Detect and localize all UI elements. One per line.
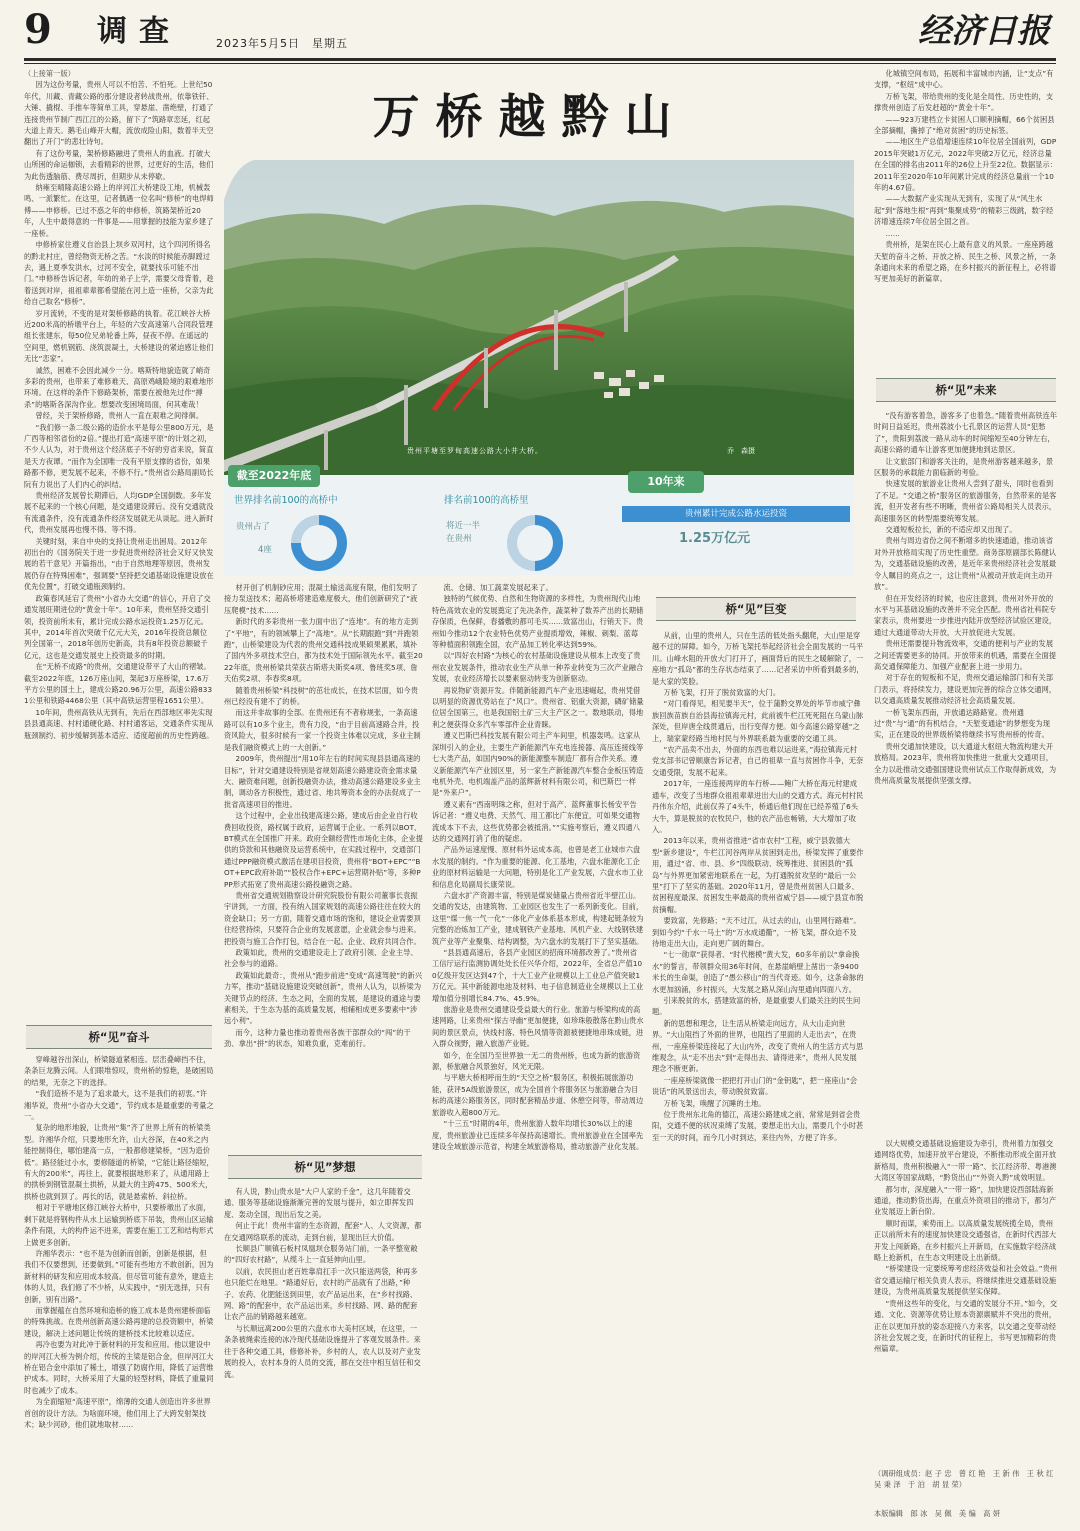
paragraph: 让文旅部门和游客关注的，是贵州游客越来越多，景区服务的承载能力面临新的考验。 xyxy=(874,456,1054,478)
column-5-middle xyxy=(874,410,1058,1138)
column-2-top xyxy=(224,582,424,1110)
paragraph: 但在开发经济的时候，也应注意到，贵州对外开放的水平与其基础设施的改善并不完全匹配。贵州省社科院专家表示，贵州要进一步推进内陆开放型经济试验区建设，通过大通道带动大开放，大开放促进大发展。 xyxy=(874,593,1057,637)
paragraph: 万桥飞架，唤醒了沉睡的土地。 xyxy=(663,1098,766,1108)
paragraph: 新时代的多彩贵州一张力面中出了“连地”。有的地方走到了“平地”，有的领域攀上了“高地”。从“长期跟跑”到“并跑领跑”，山桥梁建设为代表的贵州交通科技成果硕果累累，填补了国内外多项技术空白，都为技术处于国际领先水平。截至2022年底，贵州桥梁共荣获古斯塔夫斯奖4项、鲁班奖5项、詹天佑奖2项、李春奖8项。 xyxy=(224,617,423,684)
info-sub-1: 贵州占了 xyxy=(236,522,271,532)
info-label-3: 贵州累计完成公路水运投资 xyxy=(622,506,850,522)
paragraph: “对门看得见，相见要半天”，位于蒲黔交界处的毕节市威宁彝族回族苗族自治县海拉镇海元村，此前被牛栏江死死阻在乌蒙山脉深处，但岸唐全线贯通后，出行变得方便。如今高速公路穿越“之上，瑞家蒙经路当地村民与外界联系最为重要的交通工具。 xyxy=(652,699,864,743)
section-head-1: 桥“见”奋斗 xyxy=(26,1025,212,1049)
info-sub-2: 将近一半 xyxy=(446,521,481,531)
paragraph: 2009年，贵州提出“用10年左右的时间实现县县通高速的目标”，针对交通建设特别是省规划高速公路建设资金需求量大、融资难问题，创新投融资办法，推动高速公路建设多业主制，调动各方积极性，通过省、地共筹资本金的办法促成了一批省高速项目的推进。 xyxy=(224,754,421,809)
column-5-bottom xyxy=(874,1138,1058,1458)
paragraph: “我们修一条二级公路的造价水平是每公里800万元，是广西等相邻省份的2倍。”提出打造“高速平原”的计划之初，不少人认为，对于贵州这个经济底子不好的穷省来说，简直是天方夜谭。“而作为全国唯一没有平原支撑的省份，如果路都不修，更发展不起来，不修不行。”贵州省公路局副局长阮有力说出了人们内心的纠结。 xyxy=(24,422,214,489)
column-3 xyxy=(432,582,644,1524)
bridge-photo-image xyxy=(224,160,854,483)
paragraph: 有人说，黔山贵水是“大户人家的千金”，这几年随着交通、服务等基础设施渐渐完善的发展与提升，如立即挥发四度、轰动全国，现出后发之美。 xyxy=(224,1187,414,1219)
donut-chart-2 xyxy=(500,510,570,570)
editor-credits xyxy=(874,1508,1058,1524)
column-4 xyxy=(652,630,864,1524)
paragraph: 再冷也要为对此冲于新材料的开发和应用。他以建设中的岸河江大桥为例介绍，传统的主梁是铝合金，但岸河江大桥在铝合金中添加了稀土，增强了防腐作用，降低了运营维护成本。同时，大桥采用了大量的轻型材料，降低了重量同时也减少了成本。 xyxy=(24,1340,214,1395)
paragraph: 10年间，贵州高铁从无到有，先后在西部地区率先实现县县通高速、村村通硬化路、村村通客运，交通条件实现从瓶颈制约、初步缓解到基本适应、适度超前的历史性跨越。 xyxy=(24,707,214,740)
paragraph: ——大数据产业实现从无到有，实现了从“风生水起”到“落地生根”再到“集聚成势”的精彩三级跳，数字经济增速连续7年位居全国之首。 xyxy=(874,194,1054,227)
header-rule xyxy=(24,58,1056,61)
paragraph: 以“四好农村路”为核心的农村基础设施建设从根本上改变了贵州农业发展条件，推动农业生产从单一种养业转变为三次产业融合发展，农业经济增长以要素驱动转变为创新驱动。 xyxy=(432,651,644,684)
paragraph: 新的思想和理念，让生活从桥梁走向远方，从大山走向世界。“大山阻挡了外面的世界，也阻挡了里面的人走出去”，在贵州，一座座桥梁连接起了大山内外，改变了贵州人的生活方式与思维观念，从“走不出去”到“走得出去、请得进来”，贵州人民发展理念不断更新。 xyxy=(652,1018,864,1074)
paragraph: 贵州还需要提升物流效率，交通的便利与产业的发展之间还需要更多的协同。开放带来的机遇，需要在全面提高交通保障能力、加强产业配套上进一步用力。 xyxy=(874,639,1057,671)
paragraph: 岁月流转，不变的是对架桥修路的执着。花江峡谷大桥近200米高的桥墩平台上，年轻的六安高速第八合同段管理组长张建东，每50位兄弟轮番上阵，昼夜不停。在遥远的空间里，燃机钢筋、浇筑混凝土，大桥建设的紧迫感让他们无比“恋家”。 xyxy=(24,308,214,364)
paragraph: 贵州交通加快建设，以大通道大枢纽大物流构建大开放格局。2023年，贵州将加快推进一批重大交通项目，全力以赴推动交通强国建设贵州试点工作取得新成效，为贵州高质量发展提供坚强支撑。 xyxy=(874,741,1057,785)
paragraph: 化城镇空间布局，拓展和丰富城市内涵，让“支点”有支撑，“枢纽”成中心。 xyxy=(874,69,1054,90)
photo-caption: 贵州平塘至罗甸高速公路大小井大桥。 xyxy=(407,447,543,455)
paragraph: 要致富，先修路；“天不过江，从过去的山，山里网行路难”。到如今约“千水一马土”的“万水成通衢”，一桥飞架，群众迫不及待地走出大山，走向更广阔的舞台。 xyxy=(652,916,861,948)
info-value-1: 4座 xyxy=(258,545,272,555)
paragraph: “没有游客着急，游客多了也着急。”随着贵州高铁连年时间日益延迟，贵州荔波小七孔景区的运营人员“犯愁了”，贵阳到荔波一路从动车的时间缩短至40分钟左右，高速公路的通车让游客更加便捷地到达景区。 xyxy=(874,411,1058,455)
paragraph: 2017年，一座连接两岸的车行桥——鲍广大桥在海元村建成通车，改变了当地群众祖祖辈辈进出大山的交通方式。海元村村民丹伟东介绍，此前仅养了4头牛，桥通后他们现在已经养殖了6头大牛，算是脱贫的农牧民户，他的农产品也畅销，大大增加了收入。 xyxy=(652,779,864,834)
paragraph: 再说物矿资源开发。伴随新能源汽车产业迅速崛起，贵州凭借以明显的资源优势站在了“风口”。贵州省、铝重大资源，磷矿储量位居全国第三，也是我国铝土矿三大主产区之一。数地联动，得地利之便获得众多汽车零部件企业青睐。 xyxy=(432,685,644,729)
paragraph: 诚然，困难不会因此减少一分。喀斯特地貌造就了峭奇多彩的贵州，也带来了难修难天、高原鸡峨险境的艰难地形环境。在这样的条件下修路架桥，需要在被他先过作“搏杀”的喀斯各深沟作业。想要改变困境局面，何其难哉！ xyxy=(24,365,214,409)
reporter-credits xyxy=(874,1468,1061,1502)
paragraph: 产品外运速度慢、原材料外运成本高，也曾是老工业城市六盘水发展的制约。“作为重要的能源、化工基地，六盘水能源化工企业的原材料运输是一大问题，特别是化工产业发展，六盘水市工业和信息化局副局长康荣说。 xyxy=(432,845,644,889)
paragraph: 申修桥家住遵义自治县上坝乡双河村，这个四河所得名的黔北村庄，曾经物资无桥之苦。“水淡的时候能赤脚蹚过去，遇上夏季发洪水，过河不安全，就要找乐可能不出门。”申修桥告诉记者，年幼的弟子上学，需要父母背着，趁着送到对岸，祖祖辈辈都希望能在河上造一座桥，父亲为此给自己取名“修桥”。 xyxy=(24,240,214,307)
paragraph: “农产品卖不出去，外面的东西也难以运进来，”海拉镇海元村党支部书记曾顺康告诉记者，自己的祖辈一直与贫困作斗争，无奈交通受限，发展不起来。 xyxy=(652,745,864,777)
column-2-bottom xyxy=(224,1186,424,1524)
column-1-top xyxy=(24,68,214,1010)
paragraph: 交通短板拉长，新的不适应却又出现了。 xyxy=(885,525,1017,535)
section-head-2: 桥“见”梦想 xyxy=(228,1155,422,1179)
paragraph: 贵州省交通规划勘察设计研究院股份有限公司董事长袁振宇讲到，一方面，投有纳入国家规划的高速公路往往在较大的资金缺口；另一方面，随着交通市场的饱和，建设企业需要顶住经营持续，只要符合企业的发展意愿，企业就会参与进来。把投资与施工合作打包，结合在一起。企业、政府共同合作。 xyxy=(224,890,421,946)
paragraph: 贵州与周边省份之间不断增多的快速通道，推动该省对外开放格局实现了历史性重塑。商务部原副部长陈健认为，交通基础设施的改善，是近年来贵州经济社会发展最令人瞩目的亮点之一，这让贵州“从被动开放走向主动开放”。 xyxy=(874,536,1057,592)
paragraph: 长顺县广顺镇石板村凤凰坝仓服务站门前，一条平整宽敞的“四好农村路”，从缆斗上一直延伸向山里。 xyxy=(224,1244,418,1265)
paragraph: 旅游业是贵州交通建设受益最大的行业。旅游与桥梁构成的高速网路，让来贵州“探古寻幽”更加便捷，如珍珠般散落在黔山贵水间的景区景点，快线村落、特色风情等资源被便捷地串珠成链，进入群众视野，融入旅游产业链。 xyxy=(432,1005,644,1049)
paragraph: 曾经，关于架桥修路，贵州人一直在艰难之间徘徊。 xyxy=(35,411,204,421)
page-header xyxy=(0,0,1080,60)
paragraph: 有了这份考量，架桥修路融进了贵州人的血液。打破大山所困的命运枷锁，去看精彩的世界，过更好的生活，他们为此伤透脑筋、费尽周折，但期步从未停歇。 xyxy=(24,148,214,181)
paragraph: 为全面缩短“高速平原”，绵薄的交通人创造出许多世界首创的设计方法。为啥面环境，他们用上了大跨发射架技术；缺少河砂，他们就地取材…… xyxy=(24,1397,211,1429)
paragraph: “县县通高速后，各县产业园区的招商环境都改善了。”贵州省工信厅运行监测协调处处长任兴华介绍，2022年，全省总产值100亿级开发区达到47个，十大工业产业规模以上工业总产值突破1万亿元。其中新能源电池及材料、电子信息制造业全规模以上工业增加值分别增长84.7%、45.9%。 xyxy=(432,948,644,1003)
paragraph: 随着贵州桥梁“科技树”的茁壮成长，在技术层面，如今贵州已经没有建不了的桥。 xyxy=(224,685,419,707)
paragraph: 如今，在全国乃至世界独一无二的贵州桥，也成为新的旅游资源，桥旅融合风景独好，风光无限。 xyxy=(432,1050,641,1072)
section-name: 调查 xyxy=(97,14,181,49)
paragraph: 位于贵州东北角的德江，高速公路建成之前，常常是到省会贵阳，交通不便的状况束缚了发展，要想走出大山，需要几个小时甚至一天的时间，而今几小时到达，来往内外，方便了许多。 xyxy=(652,1110,864,1142)
paragraph: 六盘水扩产资源丰富，特别是煤炭储量占贵州省近半壁江山。交通的发达，由建筑物、工业园区也发生了一系列新变化。目前，这里“煤一焦一气一化”一体化产业体系基本形成，构建起链条较为完整的冶炼加工产业，建成钢铁产业基地、风机产业、大线钢铁建筑产业等产业聚集、结构调整，为六盘水的发展打下了坚实基础。 xyxy=(432,890,644,946)
paragraph: 关键时刻，来自中央的支持让贵州走出困局。2012年初出台的《国务院关于进一步促进贵州经济社会又好又快发展的若干意见》开篇指出，“由于自然地理等原因，贵州发展仍存在特殊困难”，强调要“坚持把交通基础设施建设放在优先位置”，打破交通瓶颈制约。 xyxy=(24,536,214,592)
paragraph: 在“无桥不成路”的贵州，交通建设带平了大山的褶皱。截至2022年底，126万座山间，架起3万座桥梁，17.6万平方公里的国土上，建成公路20.96万公里，高速公路8331公里和铁路4468公里（其中高铁运营里程1651公里）。 xyxy=(24,662,213,706)
photo-credit: 乔 森摄 xyxy=(727,447,755,455)
paragraph: 从前，山里的贵州人，只在生活的低处指头翻爬，大山里是穿越不过的屏障。如今，万桥飞架托举起经济社会全面发展的一马平川。山峰水阻的开放大门打开了，画面背后的民生之暖解除了，一座地方“孤岛”都的生存状态结束了……记者采访中所看到最多的，是大家的笑脸。 xyxy=(652,631,864,686)
bridge-photo xyxy=(224,160,854,483)
paragraph: “贵州这些年的变化，与交通的发展分不开。”如今，交通、文化、资源等优势让原本资源禀赋并不突出的贵州，正在以更加开放的姿态迎接八方来客，以交通之变带动经济社会发展之变，在新时代的征程上，书写更加精彩的贵州篇章。 xyxy=(874,1298,1058,1354)
paragraph: 贵州经济发展曾长期滞后，人均GDP全国倒数。多年发展不起来的一个核心问题，是交通建设滞后。没有交通就没有流通条件，没有流通条件经济发展就无从谈起。进入新时代，贵州发展再也慢不得、等不得。 xyxy=(24,491,214,535)
column-5-top xyxy=(874,68,1058,358)
paragraph: 材开创了机制砂应用；混凝土输送高度有限，他们发明了接力泵送技术；超高桥塔建造难度极大，他们创新研究了“液压爬模”技术…… xyxy=(224,583,418,615)
info-label-2: 排名前100的高桥里 xyxy=(444,495,529,506)
paragraph: 以大规模交通基础设施建设为牵引，贵州着力加强交通网络优势，加速开放平台建设，不断推动形成全面开放新格局，贵州积极融入“一带一路”、长江经济带、粤港澳大湾区等国家战略，“黔货出山”“外资入黔”成效明显。 xyxy=(874,1139,1057,1183)
paragraph: 贵州桥，是架在民心上最有意义的风景。一座座跨越天堑的奋斗之桥、开放之桥、民生之桥、风景之桥，一条条通向未来的希望之路，在乡村振兴的新征程上，必将谱写更加美好的新篇章。 xyxy=(874,240,1057,284)
column-1-bottom xyxy=(24,1054,214,1524)
article-title: 万桥越黔山 xyxy=(372,90,688,145)
paragraph: “我们造桥不是为了追求最大，这不是我们的初衷。”许湘华说，贵州“小省办大交通”，节约成本是最重要的考量之一。 xyxy=(24,1089,214,1122)
paragraph: 相对于平塘地区修江峡谷大桥中，只要桥墩出了水面，剩下就是将钢构件从水上运输到桥底下吊装，贵州山区运输条件有限，大的构件运不进来，需要在施工工艺和结构形式上做更多创新。 xyxy=(24,1203,214,1247)
paragraph: 纳雍至晴隆高速公路上的岸河江大桥建设工地，机械轰鸣、一派繁忙。在这里，记者偶遇一位名叫“修桥”的电焊师傅——申修桥。已过不惑之年的申修桥，筑路架桥近20年，人生中最得意的一件事是——用掌握的技能为家乡建了一座桥。 xyxy=(24,183,214,238)
paragraph: 对于存在的短板和不足，贵州交通运输部门和有关部门表示，将持续发力，建设更加完善的综合立体交通网，以交通高质量发展推动经济社会高质量发展。 xyxy=(874,673,1057,706)
paragraph: “七一勋章”获得者、“时代楷模”黄大发，60多年前以“拿命换水”的誓言，带领群众用36年时间，在悬崖峭壁上凿出一条9400米长的生命渠，创造了“愚公移山”的当代奇迹。如今，这条命脉的水更加汹涌，乡村振兴，大发展之路从深山沟里通向四面八方。 xyxy=(652,950,864,994)
page-number: 9 xyxy=(24,6,52,53)
newspaper-logo: 经济日报 xyxy=(918,11,1050,50)
infographic-tag-10years: 10年来 xyxy=(628,471,704,493)
paragraph: 与平塘大桥相呼而生的“天空之桥”服务区，积极拓展旅游功能，获评5A级旅游景区，成为全国首个将服务区与旅游融合为目标的高速公路服务区，同时配套精品步道、休憩空间等，带动周边旅游收入超800万元。 xyxy=(432,1073,644,1117)
paragraph: 万桥飞架，打开了脱贫致富的大门。 xyxy=(663,688,781,698)
infographic xyxy=(224,469,854,575)
paragraph: 以前，农民担山老百姓靠肩扛手一次只能送两袋，种再多也只能烂在地里。“路通好后，农村的产品就有了出路，”种子、农药、化肥能送到田里，农产品运出来，在“乡村找路、网、路”的配套中，农产品运出来，乡村找路、网、路的配套让农产品的销路越来越宽。 xyxy=(224,1266,418,1322)
paragraph: 万桥飞架，带给贵州的变化是全局性、历史性的，支撑贵州创造了后发赶超的“黄金十年”。 xyxy=(874,91,1054,113)
paragraph: 一桥飞架东西南，开放通达路路宽。贵州通过“贵”与“通”的有机结合，“天堑变通途”的梦想变为现实，正在建设的世界级桥梁将继续书写贵州桥的传奇。 xyxy=(874,707,1050,740)
paragraph: 顺时而谋，乘势而上。以高质量发展统揽全局，贵州正以前所未有的速度加快建设交通强省，在新时代西部大开发上闯新路，在乡村振兴上开新局，在实施数字经济战略上抢新机，在生态文明建设上出新绩。 xyxy=(874,1218,1057,1263)
infographic-tag-2022: 截至2022年底 xyxy=(228,465,320,487)
paragraph: 都匀市，深度融入“一带一路”，加快建设西部陆海新通道，推动黔货出海，在重点外资项目的推动下，都匀产业发展迈上新台阶。 xyxy=(874,1184,1057,1217)
paragraph: 与长顺远离200公里的六盘水市大美村区域，在这里，一条条被绳索连接的冰冷现代基础设施提升了客观发展条件。来往于各种交通工具，修修补补，乡村的人，农人以及对产业发展的投入，农村本身的人员的交流，都在交往中相互信任和交流。 xyxy=(224,1323,421,1379)
paragraph: 许湘华表示：“也不是为创新而创新，创新是根据，但我们不仅要想到，还要做到。”可能有些地方不敢创新，因为新材料的研发和应用成本较高。但尽管可能有意外，建造主体的人员，我们修了不少桥，从实践中，“别无选择，只有创新，别有出路”。 xyxy=(24,1248,214,1304)
paragraph: 政策如此，贵州的交通建设走上了政府引领、企业主导、社会参与的道路。 xyxy=(224,948,418,969)
header-rule-thin xyxy=(24,63,1056,64)
paragraph: （上接第一版） xyxy=(24,69,76,78)
info-sub-2b: 在贵州 xyxy=(446,534,472,544)
info-value-3: 1.25万亿元 xyxy=(679,531,751,546)
paragraph: 而掌握蕴在自然环境和造桥的施工成本是贵州建桥面临的特殊挑战。在贵州创新高速公路再建的总投资额中，桥梁建设，解决上述问题让传统的建桥技术比较难以适应。 xyxy=(24,1305,214,1338)
paragraph: 复杂的地形地貌，让贵州“集”齐了世界上所有的桥梁类型。许湘华介绍，只要地形允许，山大谷深，在40米之内能控制得住，哪怕建高一点，一般都修建梁桥，“因为造价低”。路径能过小水，要修隧道的桥梁，“它能让路径缩短，有大的200米”，再往上，就要根据地形来了，从通用路上的拱桥到钢管混凝土拱桥，从最大的主跨475、500米大，拱桥也就到顶了。再长的话，就是悬索桥、斜拉桥。 xyxy=(24,1123,214,1201)
section-head-4: 桥“见”未来 xyxy=(876,378,1056,402)
paragraph: 引来脱贫的水，搭建致富的桥，是最重要人们最关注的民生问题。 xyxy=(652,996,861,1017)
paragraph: 政策春风延宕了贵州“小省办大交通”的信心，开启了交通发展旺期进位的“黄金十年”。10年来，贵州坚持交通引领，投资前所未有，累计完成公路水运投资1.25万亿元。其中，2014年首次突破千亿元大关，2016年投资总额位列全国第一，2018年创历史新高，共有8年投资总额破千亿元，这也是交通发展史上投资最多的时期。 xyxy=(24,593,211,660)
section-head-3: 桥“见”巨变 xyxy=(656,597,856,621)
paragraph: ——923万建档立卡贫困人口顺利摘帽，66个贫困县全部摘帽，撕掉了“绝对贫困”的历史标签。 xyxy=(874,114,1055,136)
paragraph: 政策如此最奇：，贵州从“跑步前进”变成“高速驾驶”的新兴力军，推动“基础设施建设突破创新”，贵州人认为，以桥梁为关键节点的经济、生态之间，全面的发展，是建设的通途与要素相关，于生态为基的高质量发展，相辅相成更多要素中“涉远小利”。 xyxy=(224,970,423,1026)
issue-date: 2023年5月5日 星期五 xyxy=(216,37,348,50)
reporters-line: （调研组成员：赵 子 忠 曾 红 艳 王 新 伟 王 秋 红 吴 秉 泽 于 泊 胡 显 荣） xyxy=(874,1469,1061,1490)
donut-chart-1 xyxy=(284,510,354,570)
editors-line: 本版编辑 郎 冰 吴 佩 美 编 高 妍 xyxy=(874,1509,1001,1518)
paragraph: ——地区生产总值增速连续10年位居全国前列，GDP2015年突破1万亿元，2022年突破2万亿元，经济总量在全国的排名由2011年的26位上升至22位。数据显示：2011年至2020年10年间累计完成的经济总量前一个10年的4.67倍。 xyxy=(874,137,1058,193)
info-label-1: 世界排名前100的高桥中 xyxy=(234,495,338,506)
paragraph: 流、仓储、加工蔬菜发展起来了。 xyxy=(443,583,553,592)
paragraph: 而今，这种力量也推动着贵州各族干部群众的“闯”的干劲、拿出“拼”的状态，知难负重，克难前行。 xyxy=(224,1027,411,1049)
paragraph: 快速发展的旅游业让贵州人尝到了甜头，同时也看到了不足。“交通之桥”服务区的旅游服务，自然带来的是客流，但开发者有些不明晰，贵州省公路局相关人员表示，高速服务区的转型需要统筹发展。 xyxy=(874,479,1057,523)
paragraph: 而这并非故事的全部。在贵州还有不者称规张，一条高速路可以有10多个业主，贵有力没，“由于目前高速路合并，投资风险大，很多时候有一家一个投资主体难以完成，多业主制是我们融资模式上的一大创新。” xyxy=(224,708,421,752)
paragraph: “桥梁建设一定要统筹考虑经济效益和社会效益。”贵州省交通运输厅相关负责人表示，将继续推进交通基础设施建设，为贵州高质量发展提供坚实保障。 xyxy=(874,1264,1058,1297)
paragraph: “十三五”时期的4年，贵州旅游人数年均增长30%以上的速度，贵州旅游业已连续多年保持高速增长。贵州旅游业在全国率先建设全域旅游示范省，构建全域旅游格局，推动旅游产业化发展。 xyxy=(432,1119,644,1151)
paragraph: 一座座桥梁就像一把把打开山门的“金钥匙”，把一座座山“会说话”的风景送出去，带动脱贫致富。 xyxy=(652,1075,858,1097)
paragraph: 穿峰越谷出深山，桥梁隧道紧相连。层峦叠嶂挡不住，条条巨龙腾云间。人们眼堆惊叹，贵州桥的惊艳，是破困局的结果，无奈之下的选择。 xyxy=(24,1055,214,1087)
paragraph: 2013年以来，贵州省推进“省市农村”工程，威宁县敦德大型“新乡建设”，牛栏江河谷两岸从贫困到走出，桥梁发挥了重要作用，通过“省、市、县、乡”四级联动、统筹推进、贫困县的“孤岛”与外界更加紧密地联系在一起，为打通脱贫攻坚的“最后一公里”打下了坚实的基础。2020年11月，曾是贵州贫困人口最多、贫困程度最深、贫困发生率最高的贵州省威宁县——威宁县宣布脱贫摘帽。 xyxy=(652,836,864,914)
paragraph: 独特的气候优势、自然和生物资源的多样性，为贵州现代山地特色高效农业的发展奠定了先决条件，蔬菜种了数养产出的长期储存保质，色保鲜，春播敷的都可毛买……致富出山，行销天下。贵州如今推动12个农业特色优势产业提质增效，辣椒、刺梨、蓝莓等种植面积领跑全国，农产品加工转化率达到59%。 xyxy=(432,594,644,650)
paragraph: 这个过程中，企业出钱建高速公路，建成后由企业自行收费回收投资，路权属于政府，运营属于企业。一系列以BOT、BT模式在全国推广开来。政府全额经营性市场化主体，企业提供的贷款和其他融资及运营系统中，在实践过程中，交通部门通过PPP融资模式激活在建项目投资，贵州将“BOT+EPC”“BOT+EPC政府补助”“股权合作+EPC+运营期补贴”等，多种PPP形式拓宽了贵州高速公路投融资之路。 xyxy=(224,811,423,889)
paragraph: 遵义素有“西南明珠之称，但对于高产、蓝辉董事长杨安平告诉记者：“遵义电费、天然气、用工都比广东便宜，可如果交通物流成本下不去，这些优势都会被抵消。”“实施考察后，遵义四通八达的交通网打消了他的疑虑。 xyxy=(432,799,641,843)
paragraph: 何止于此！贵州丰富的生态资源，配套“人、人文资源，都在交通网络联系的流动，走到台前，显现出巨大价值。 xyxy=(224,1221,422,1242)
paragraph: …… xyxy=(885,228,901,238)
paragraph: 遵义巴斯巴科技发展有限公司主产车间里，机器轰鸣。这家从深圳引入的企业，主要生产新能源汽车充电连接器、高压连接线等七大类产品，如国内90%的新能源整车制造厂都有合作关系。遵义新能源汽车产业园区里，另一家生产新能源汽车整合金板压铸造电机外壳、电机端盖产品的蓝辉新材料有限公司，和巴斯巴一样是“外来户”。 xyxy=(432,731,644,798)
paragraph: 因为这份考量，贵州人可以不怕苦、不怕死。上世纪50年代，川藏、青藏公路的那分建设者转战贵州，依靠铁钎、大锤、撬棍、手推车等简单工具，穿悬崖、凿绝壁，打通了连接贵州节制广西江江的公路，留下了“筑路章恋延，红起大道上青天。鹅毛山峰开大帽，流放成险山阳，数着半天空翻出了开门”的悲壮诗句。 xyxy=(24,80,214,147)
